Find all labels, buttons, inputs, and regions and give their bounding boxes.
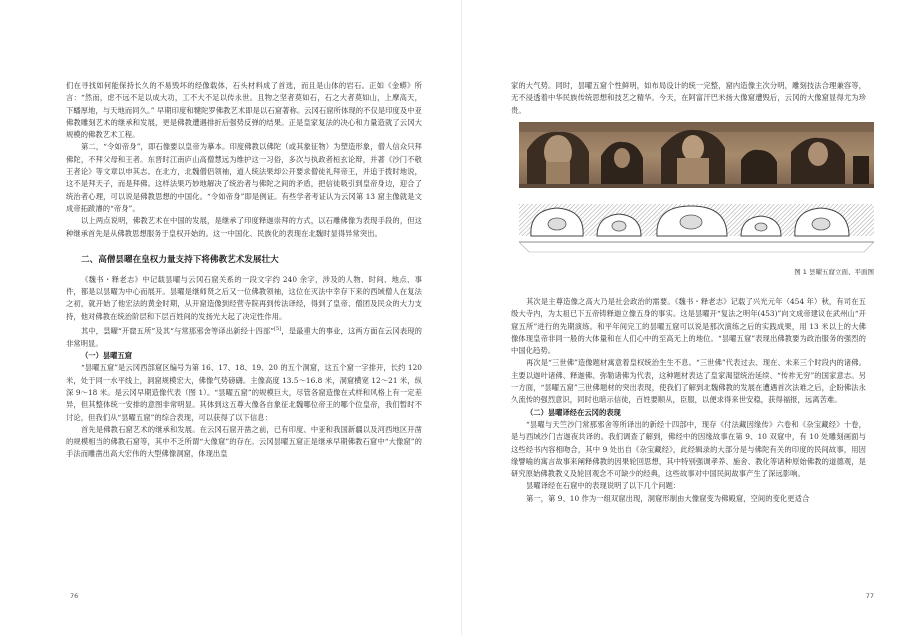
subheading: （一）昙曜五窟 [81,351,133,361]
figure-1 [519,122,874,276]
paragraph: 再次是“三世佛”造像题材寓意着皇权统治生生不息。“三世佛”代表过去、现在、未来三个时段内的诸佛。主要以迦叶诸佛、释迦佛、弥勒诸佛为代表，这种题材表达了皇家渴望统治延续、“传祚无穷”的国家意志。另一方面，“昙曜五窟”三世佛题材的突出表现，使我们了解到北魏佛教的发展在遭遇首次法难之后，企盼佛法永久流传的强烈意识，同时也暗示信徒，百姓要顺从，臣服，以便求得来世安稳，获得福报，远离苦难。 [511,358,866,405]
paragraph: 其次是主尊造像之高大乃是社会政治的需要。《魏书・释老志》记载了兴光元年（454 年）秋，有司在五级大寺内，为太祖已下五帝铸释迦立像五身的事实。这是昙曜开“复法之明年(453)”向文成帝建议在武州山“开窟五所”进行的先期演练。和平年间完工的昙曜五窟可以说是那次演练之后的实践成果，用 13 米以上的大佛像体现皇帝非同一般的大体量和在人们心中的至高无上的地位。“昙曜五窟”表现出佛教要为政治服务的强烈的中国化趋势。 [511,297,866,356]
left-text-column [66,80,422,461]
right-page [462,0,924,635]
subheading: （二）昙曜译经在云冈的表现 [526,407,621,417]
paragraph: 首先是佛教石窟艺术的继承和发展。在云冈石窟开凿之前，已有印度、中亚和我国新疆以及河西地区开凿的规模相当的佛教石窟等，其中不乏所谓“大像窟”的存在。云冈昙曜五窟正是继承早期佛教石窟中“大像窟”的手法而雕凿出高大宏伟的大型佛像洞窟，体现出皇 [66,424,422,459]
paragraph: “昙曜五窟”是云冈西部窟区编号为第 16、17、18、19、20 的五个洞窟，这五个窟一字排开，长约 120 米，处于同一水平线上，洞窟规模宏大，佛像气势磅礴。主像高度 13.5～16.8 米，洞窟横宽 12～21 米，纵深 9～18 米。是云冈早期造像代表（图 1）。“昙曜五窟”的规模巨大，尽管各窟造像在式样和风格上有一定差异，但其整体统一安排的意图非常明显。其体到这五尊大像各自象征北魏哪位帝王的哪个位皇帝，我们暂时不讨论，但我们从“昙曜五窟”的综合表现，可以获得了以下信息： [66,363,422,422]
cave-facade-photo [519,122,874,188]
text-after-note: ，是最重大的事业，这两方面在云冈表现的非常明显。 [66,326,422,348]
paragraph: “昙曜与天竺沙门常那邪舍等所译出的新经十四部中，现存《付法藏因缘传》六卷和《杂宝藏经》十卷，是与西域沙门吉迦夜共译的。我们调查了解到，佛经中的因缘故事在第 9、10 双窟中，有 10 处雕刻画面与这些经书内容相吻合，其中 9 处出自《杂宝藏经》，此经辑录的大部分是与佛陀有关的印度的民间故事，用因缘譬喻的寓言故事来阐释佛教的因果轮回思想，其中特别强调孝养、施舍、教化等诸种原始佛教的道德观，是研究原始佛教教义及轮回观念不可缺少的经典，这些故事对中国民间故事产生了深远影响。 [511,419,866,479]
text-before-note: 其中，昙曜“开窟五所”及其“与常那邪舍等译出新经十四部” [81,326,275,336]
page-number: 77 [865,592,874,600]
paragraph: 《魏书・释老志》中记载昙曜与云冈石窟关系的一段文字约 240 余字，涉及的人物、时间、地点、事件，都是以昙曜为中心而展开。昙曜是继师贤之后又一位佛教领袖，这位在灭法中幸存下来的西域僧人在复法之初，就开始了他宏法的黄金时期，从开窟造像到经营寺院再到传法译经，得到了皇帝、僧团及民众的大力支持，他对佛教在统治阶层和下层百姓间的发扬光大起了决定性作用。 [66,274,422,321]
paragraph: 昙曜译经在石窟中的表现说明了以下几个问题： [526,481,681,491]
paragraph-with-footnote [66,323,422,350]
paragraph: 家的大气势。同时，昙曜五窟个性鲜明，如布局设计的统一完整，窟内造像主次分明，雕刻技法合理兼容等，无不浸透着中华民族传统思想和技艺之精华。今天，在阿富汗巴米扬大像窟遭毁后，云冈的大像窟显得尤为珍贵。 [511,81,866,115]
right-top-text [511,80,866,117]
right-text-column [511,296,866,505]
footnote-marker[interactable]: [5] [274,326,282,333]
paragraph: 第一，第 9、10 作为一组双窟出现，洞窟形制由大像窟变为佛殿窟，空间的变化更适合 [526,493,810,503]
paragraph: 以上两点说明，佛教艺术在中国的发展，是继承了印度释迦崇拜的方式，以石雕佛像为表现手段的，但这种继承首先是从佛教思想服务于皇权开始的。这一中国化、民族化的表现在北魏时显得异常突出。 [66,216,422,238]
page-number: 76 [70,592,79,600]
paragraph: 们在寻找如何能保持长久的不易毁坏的经像载体，石头材料成了首选，而且是山体的岩石。正如《金蟒》所言：“然而，虑不远不足以成大功，工不大不足以传永世。且物之坚者莫如石，石之大者莫如山，上摩高天，下蟠厚地，与天地而同久。” 早期印度和犍陀罗佛教艺术即是以石窟著称。云冈石窟所体现的不仅是印度及中亚佛教雕刻艺术的继承和发展，更是佛教遭遇排折后强势反弹的结果。正是皇家复法的决心和力量造就了云冈大规模的佛教艺术工程。 [66,81,422,140]
figure-caption: 图 1 昙曜五窟立面、平面图 [794,268,874,276]
cave-floor-plan [519,196,874,260]
section-heading: 二、高僧昙曜在皇权力量支持下将佛教艺术发展壮大 [81,254,279,265]
paragraph: 第二，“令如帝身”，即石像要以皇帝为摹本。印度佛教以佛陀（或其象征物）为塑造形象，僧人信众只拜佛陀，不拜父母和王者。东晋时江南庐山高僧慧远为维护这一习俗，多次与执政者桓玄论辩，并著《沙门不敬王者论》等文章以申其志。在北方，北魏僧侣领袖，道人统法果却公开要求僧徒礼拜帝王，并追于拨时地说，这不是拜天子，而是拜佛。这样法果巧妙地解决了统治者与佛陀之间的矛盾，把信徒吸引到皇帝身边，迎合了统治者心理，可以说是佛教思想的中国化。“令如帝身”即是例证。有些学者考证认为云冈第 13 窟主像就是文成帝拓跋濬的“帝身”。 [66,142,422,213]
